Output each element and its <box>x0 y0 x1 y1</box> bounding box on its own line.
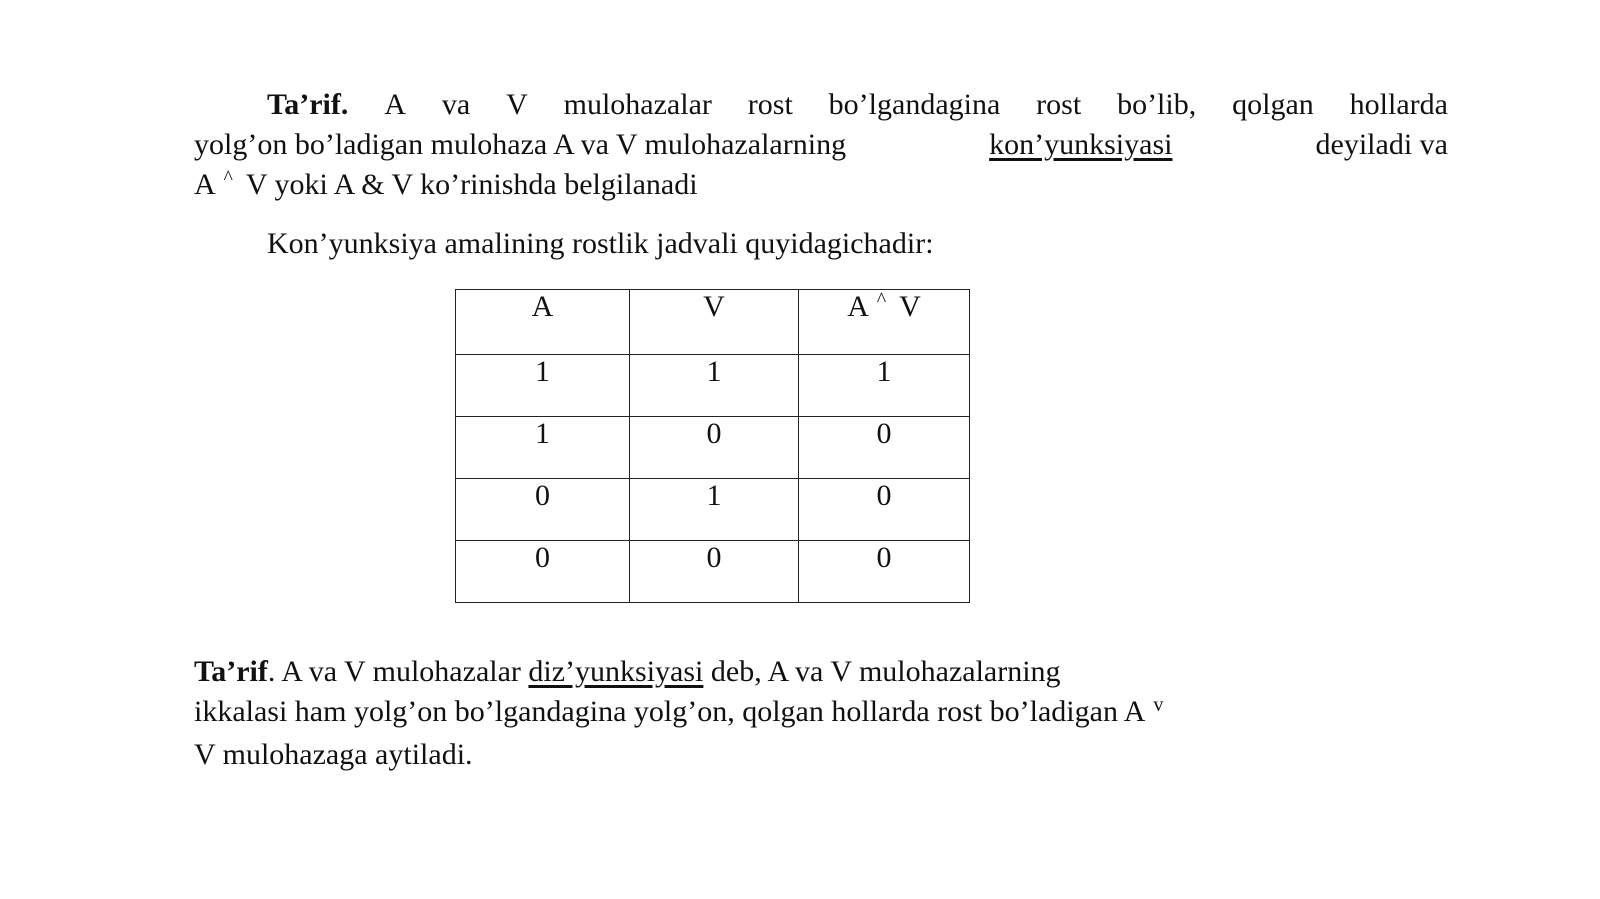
table-row <box>456 541 970 603</box>
table-row <box>456 479 970 541</box>
text-segment: ikkalasi ham yolg’on bo’lgandagina yolg’on, qolgan hollarda rost bo’ladigan A <box>194 695 1144 728</box>
table-row <box>456 355 970 417</box>
table-cell: 0 <box>456 541 630 603</box>
word: qolgan <box>1232 88 1314 121</box>
word: va <box>441 88 471 121</box>
definition-conjunction-line-1 <box>194 85 1448 125</box>
text-segment: deyiladi va <box>1315 128 1448 161</box>
word: bo’lgandagina <box>828 88 1001 121</box>
truth-table <box>455 289 970 603</box>
text-segment: yolg’on bo’ladigan mulohaza A va V mulohazalarning <box>194 128 847 161</box>
term-conjunction: kon’yunksiyasi <box>989 128 1173 161</box>
conjunction-symbol: ^ <box>223 167 233 189</box>
text-segment: V yoki A & V ko’rinishda belgilanadi <box>245 168 698 201</box>
header-cell-a: A <box>456 290 630 355</box>
definition-disjunction-line-3: V mulohazaga aytiladi. <box>194 738 473 771</box>
table-cell: 1 <box>456 417 630 479</box>
definition-conjunction <box>194 85 1448 208</box>
table-intro: Kon’yunksiya amalining rostlik jadvali quyidagichadir: <box>267 227 934 260</box>
word: A <box>384 88 406 121</box>
table-cell: 0 <box>630 541 799 603</box>
table-cell: 0 <box>799 479 970 541</box>
definition-disjunction-line-1 <box>194 652 1448 692</box>
table-cell: 1 <box>630 355 799 417</box>
text-segment: deb, A va V mulohazalarning <box>710 655 1061 688</box>
definition-disjunction-line-2 <box>194 692 1448 735</box>
definition-label: Ta’rif. <box>267 88 349 121</box>
header-cell-conjunction <box>799 290 970 355</box>
term-disjunction: diz’yunksiyasi <box>528 655 704 688</box>
page-edge <box>190 0 191 899</box>
word: mulohazalar <box>563 88 712 121</box>
word: hollarda <box>1349 88 1448 121</box>
word: bo’lib, <box>1117 88 1197 121</box>
table-cell: 0 <box>799 541 970 603</box>
table-cell: 0 <box>630 417 799 479</box>
definition-conjunction-line-3 <box>194 165 1448 208</box>
table-cell: 1 <box>799 355 970 417</box>
text-segment: . A va V mulohazalar <box>267 655 521 688</box>
word: rost <box>1036 88 1082 121</box>
conjunction-symbol: ^ <box>876 289 887 311</box>
table-cell: 1 <box>456 355 630 417</box>
table-header-row <box>456 290 970 355</box>
definition-conjunction-line-2 <box>194 125 1448 165</box>
header-expr-a: A <box>847 290 868 323</box>
disjunction-symbol: v <box>1153 694 1164 716</box>
table-cell: 1 <box>630 479 799 541</box>
table-row <box>456 417 970 479</box>
variable-a: A <box>194 168 215 201</box>
word: V <box>506 88 528 121</box>
header-expr-v: V <box>899 290 921 323</box>
header-cell-v: V <box>630 290 799 355</box>
word: rost <box>747 88 793 121</box>
table-cell: 0 <box>799 417 970 479</box>
table-cell: 0 <box>456 479 630 541</box>
definition-label: Ta’rif <box>194 655 268 688</box>
definition-disjunction <box>194 652 1448 775</box>
